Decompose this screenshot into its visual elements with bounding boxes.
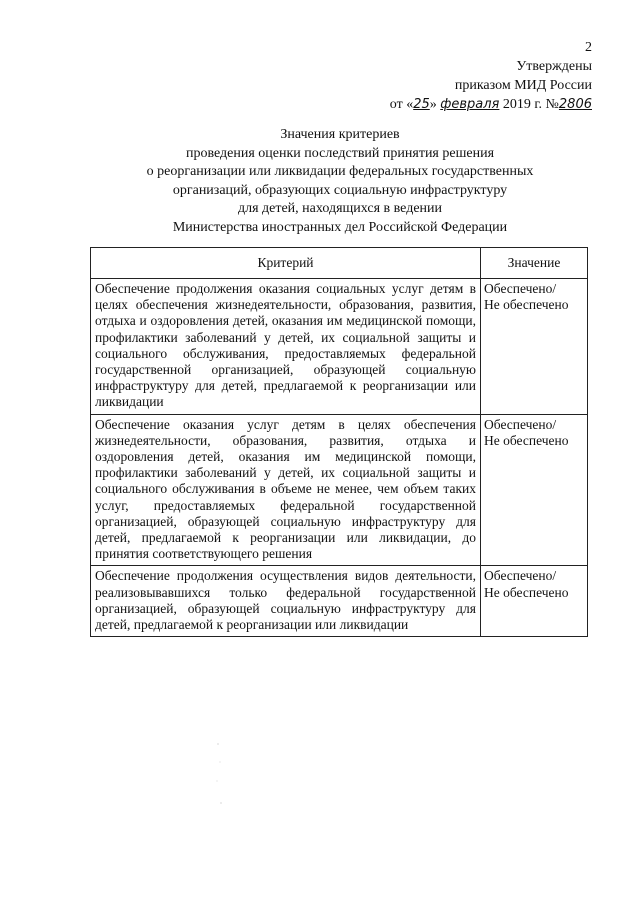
value-cell bbox=[481, 566, 588, 637]
criteria-table bbox=[90, 247, 588, 637]
document-title bbox=[80, 126, 600, 237]
value-line-2: Не обеспечено bbox=[484, 584, 569, 600]
table-header-row bbox=[91, 248, 588, 279]
header-value: Значение bbox=[481, 248, 588, 279]
title-line-3: о реорганизации или ликвидации федеральных государственных bbox=[146, 164, 534, 179]
value-line-1: Обеспечено/ bbox=[484, 416, 557, 432]
title-line-6: Министерства иностранных дел Российской Федерации bbox=[172, 219, 508, 235]
criterion-cell: Обеспечение продолжения оказания социальных услуг детям в целях обеспечения жизнедеятельности, образования, развития, отдыха и оздоровления детей, оказания им медицинской помощи, профилактики заболеваний у детей, их социальной защиты и социального обслуживания, предоставляемых федеральной государственной организацией, образующей социальную инфраструктуру для детей, предлагаемой к реорганизации или ликвидации bbox=[91, 279, 481, 415]
title-line-5: для детей, находящихся в ведении bbox=[237, 201, 443, 216]
order-month: февраля bbox=[440, 97, 500, 112]
approval-line-1: Утверждены bbox=[516, 59, 592, 74]
value-line-1: Обеспечено/ bbox=[484, 568, 557, 584]
criterion-cell: Обеспечение продолжения осуществления видов деятельности, реализовывавшихся только федеральной государственной организацией, образующей социальную инфраструктуру для детей, предлагаемой к реорганизации или ликвидации bbox=[91, 566, 481, 637]
value-line-1: Обеспечено/ bbox=[484, 281, 557, 296]
value-cell bbox=[481, 279, 588, 415]
value-line-2: Не обеспечено bbox=[484, 432, 569, 448]
approval-stamp bbox=[390, 57, 592, 114]
scan-speckle bbox=[215, 740, 225, 820]
order-prefix: от « bbox=[389, 97, 414, 112]
table-row bbox=[91, 566, 588, 637]
order-mid: » bbox=[429, 97, 441, 112]
value-line-2: Не обеспечено bbox=[484, 297, 569, 313]
approval-line-2: приказом МИД России bbox=[454, 78, 592, 93]
title-line-4: организаций, образующих социальную инфраструктуру bbox=[172, 182, 508, 198]
title-line-1: Значения критериев bbox=[280, 127, 400, 142]
title-line-2: проведения оценки последствий принятия решения bbox=[185, 145, 495, 161]
order-year: 2019 г. № bbox=[499, 97, 559, 112]
criterion-cell: Обеспечение оказания услуг детям в целях обеспечения жизнедеятельности, образования, развития, отдыха и оздоровления детей, оказания им медицинской помощи, профилактики заболеваний у детей, их социальной защиты и социального обслуживания в объеме не менее, чем объем таких услуг, предоставляемых федеральной государственной организацией, образующей социальную инфраструктуру для детей, предлагаемой к реорганизации или ликвидации, до принятия соответствующего решения bbox=[91, 414, 481, 566]
value-cell bbox=[481, 414, 588, 566]
order-day: 25 bbox=[413, 97, 430, 112]
order-line bbox=[390, 95, 592, 114]
header-criterion: Критерий bbox=[91, 248, 481, 279]
page-number: 2 bbox=[585, 40, 592, 55]
table-row bbox=[91, 414, 588, 566]
order-number: 2806 bbox=[558, 97, 592, 112]
table-row bbox=[91, 279, 588, 415]
